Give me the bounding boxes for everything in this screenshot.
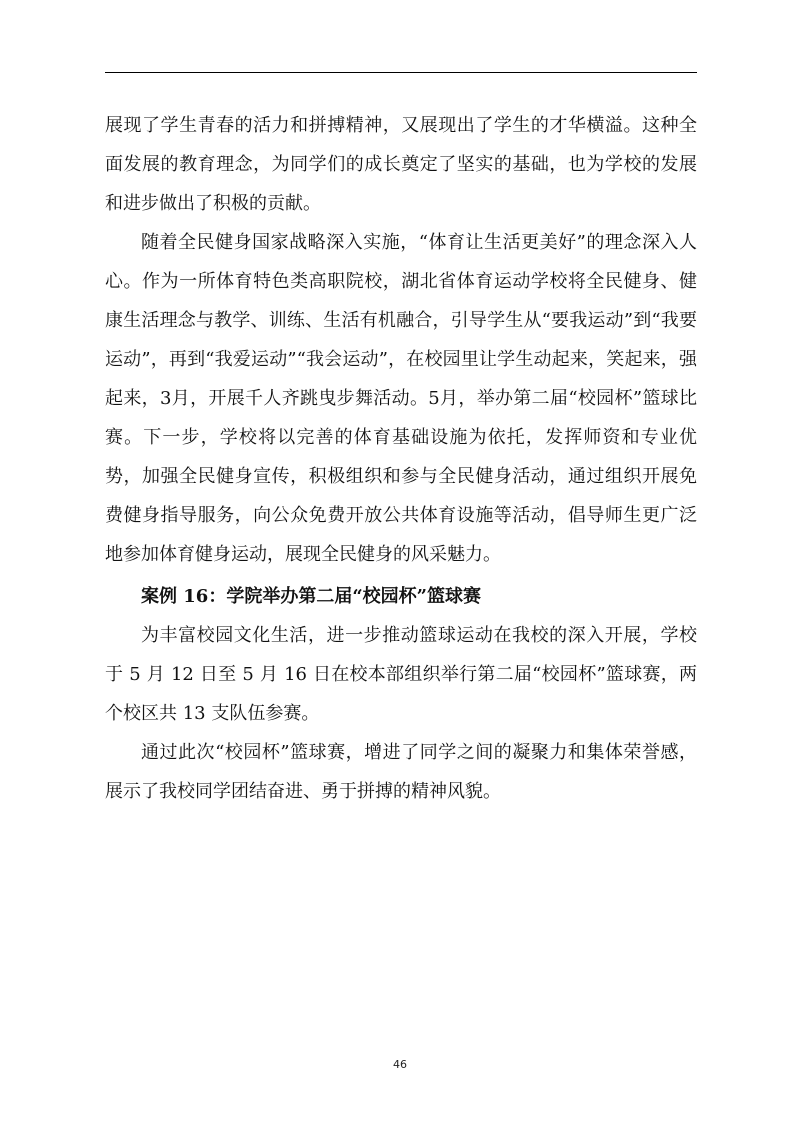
paragraph-case-result: 通过此次“校园杯”篮球赛，增进了同学之间的凝聚力和集体荣誉感，展示了我校同学团结奋进、勇于拼搏的精神风貌。 xyxy=(105,742,697,802)
document-body xyxy=(105,106,697,811)
paragraph-continuation: 展现了学生青春的活力和拼搏精神，又展现出了学生的才华横溢。这种全面发展的教育理念，为同学们的成长奠定了坚实的基础，也为学校的发展和进步做出了积极的贡献。 xyxy=(105,115,697,214)
paragraph-national-fitness: 随着全民健身国家战略深入实施，“体育让生活更美好”的理念深入人心。作为一所体育特色类高职院校，湖北省体育运动学校将全民健身、健康生活理念与教学、训练、生活有机融合，引导学生从“要我运动”到“我要运动”，再到“我爱运动”“我会运动”，在校园里让学生动起来，笑起来，强起来，3月，开展千人齐跳曳步舞活动。5月，举办第二届“校园杯”篮球比赛。下一步，学校将以完善的体育基础设施为依托，发挥师资和专业优势，加强全民健身宣传，积极组织和参与全民健身活动，通过组织开展免费健身指导服务，向公众免费开放公共体育设施等活动，倡导师生更广泛地参加体育健身运动，展现全民健身的风采魅力。 xyxy=(105,232,697,565)
header-rule xyxy=(105,72,697,73)
page-number: 46 xyxy=(393,1058,407,1071)
case-heading: 案例 16：学院举办第二届“校园杯”篮球赛 xyxy=(141,586,482,607)
paragraph-case-intro: 为丰富校园文化生活，进一步推动篮球运动在我校的深入开展，学校于 5 月 12 日至 5 月 16 日在校本部组织举行第二届“校园杯”篮球赛，两个校区共 13 支队伍参赛。 xyxy=(105,625,697,724)
